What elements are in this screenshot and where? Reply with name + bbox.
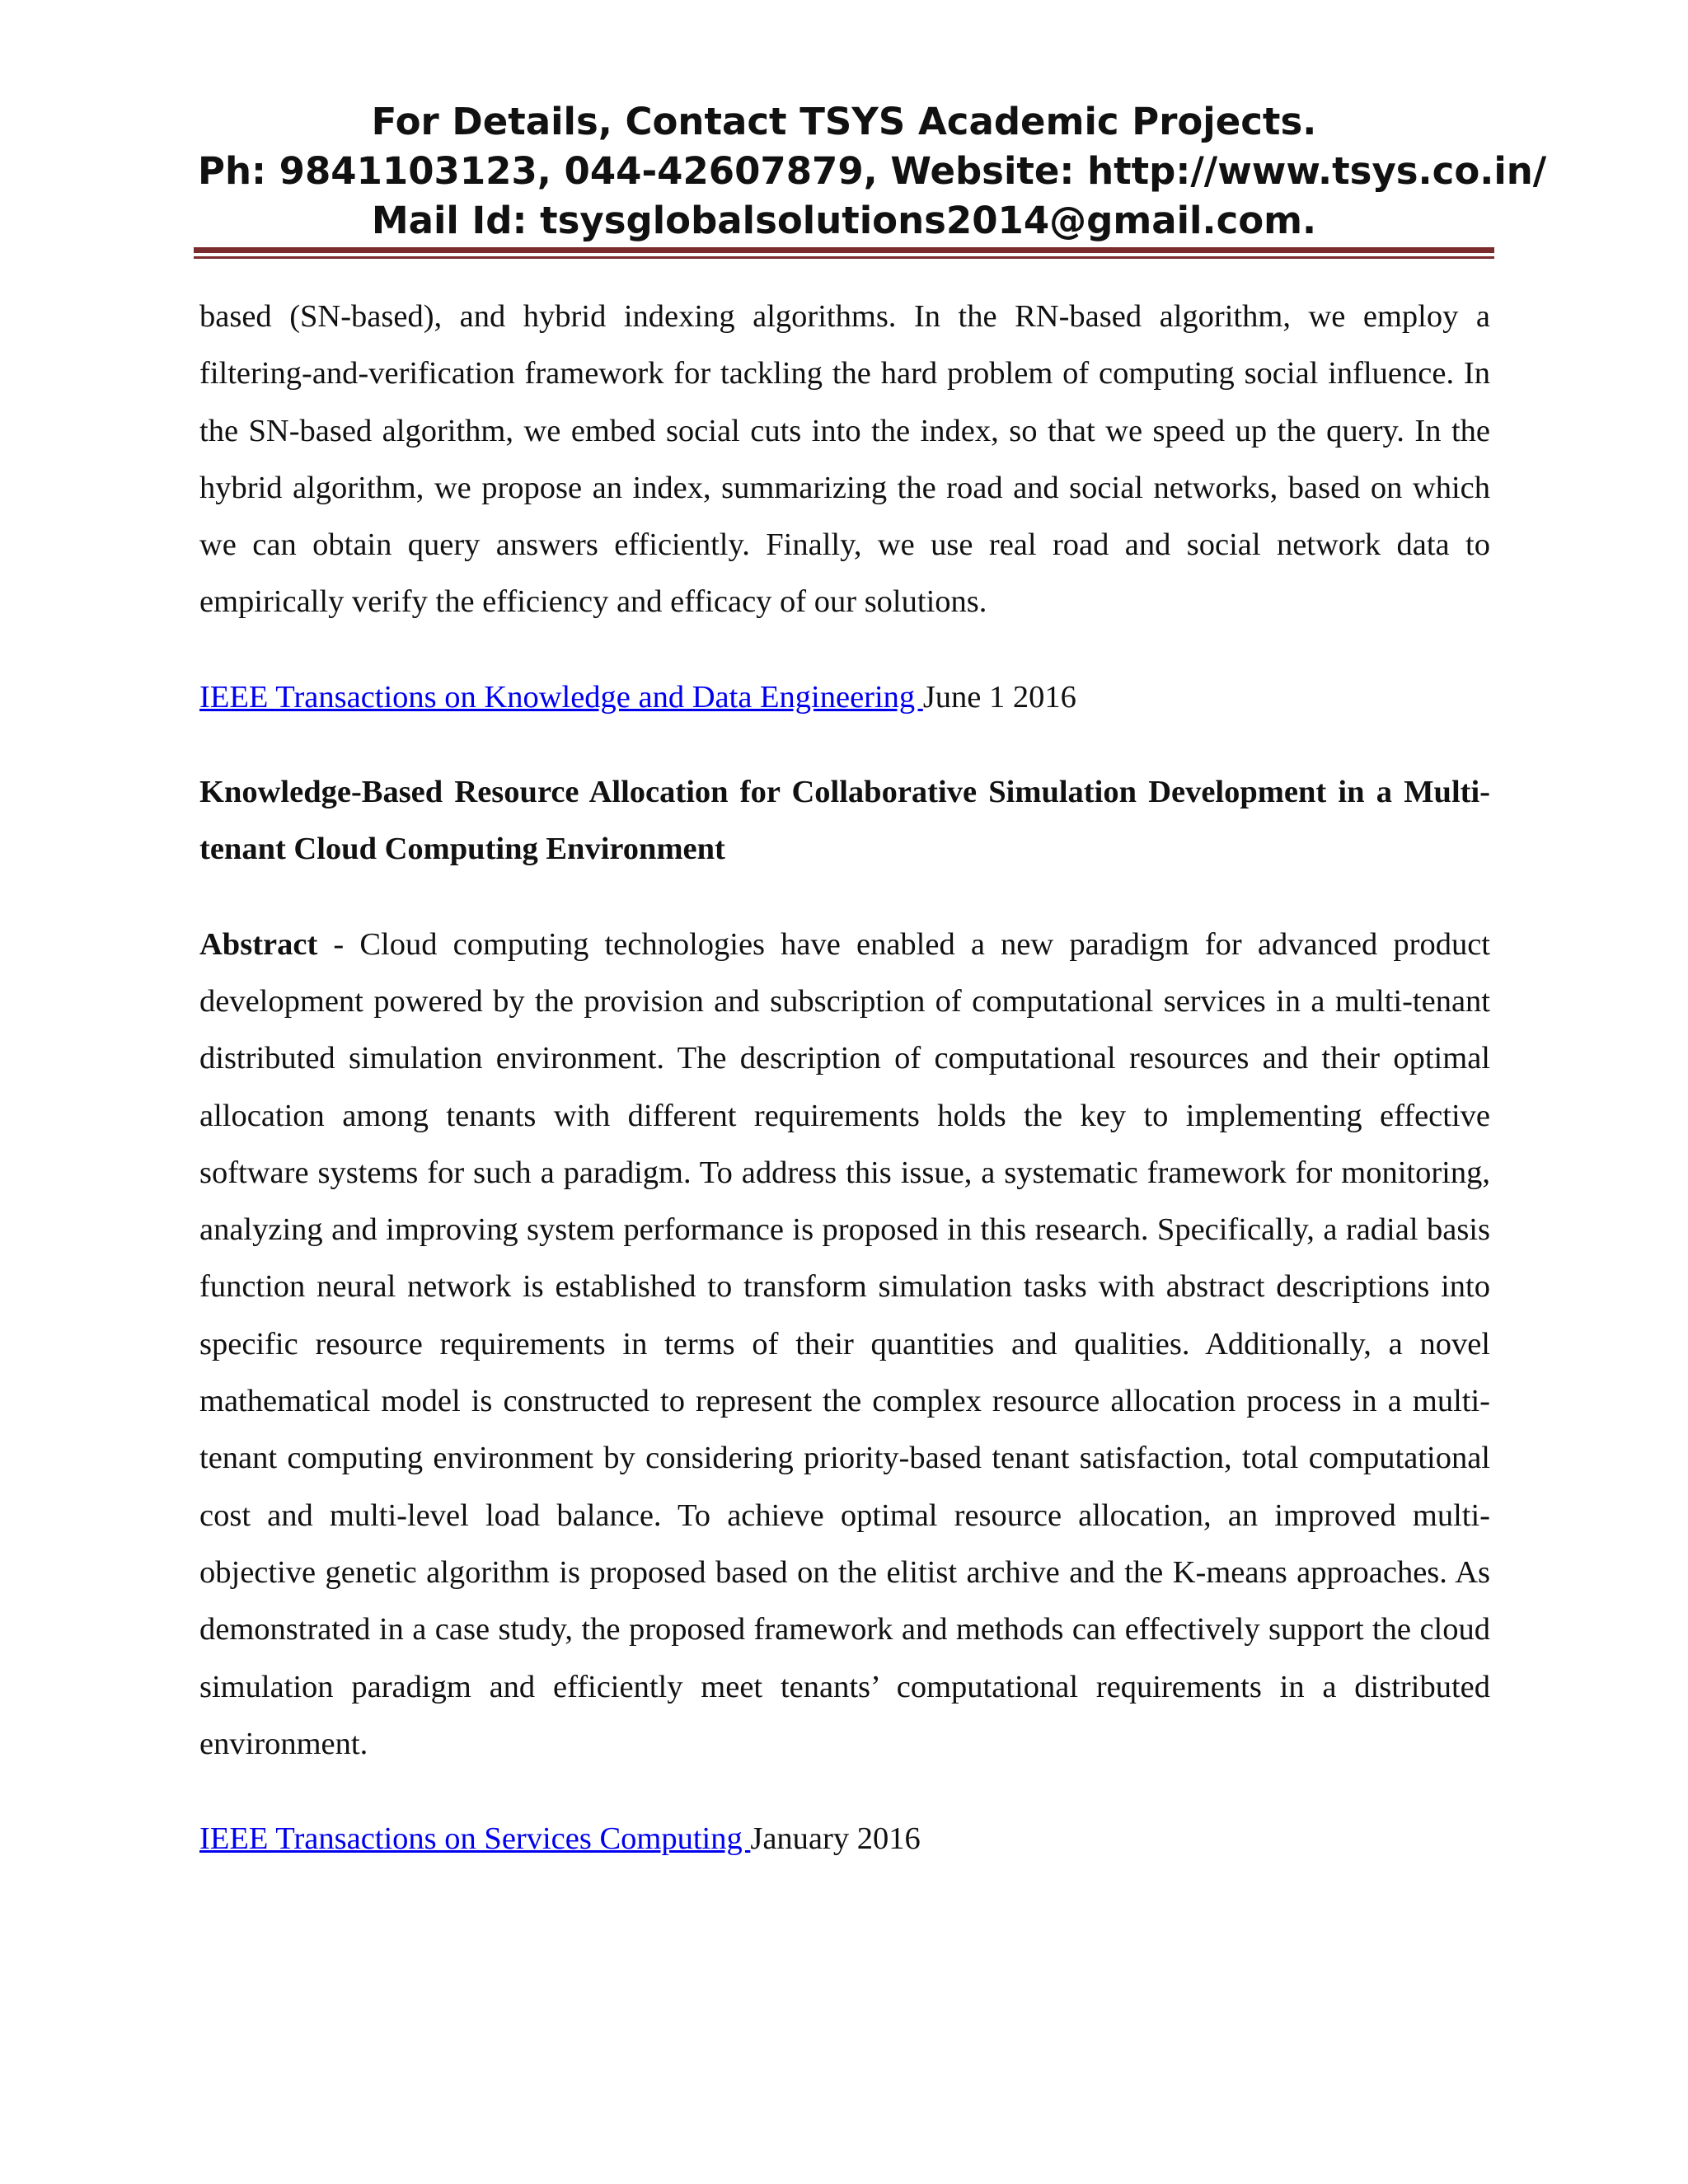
citation-1-date: June 1 2016 — [922, 679, 1076, 715]
paper-title: Knowledge-Based Resource Allocation for Collaborative Simulation Development in a Multi-tenant Cloud Computing Environment — [199, 775, 1490, 867]
header-divider-thick — [194, 247, 1494, 253]
journal-link-tsc[interactable]: IEEE Transactions on Services Computing — [199, 1821, 751, 1857]
header-line-contact: For Details, Contact TSYS Academic Projects. — [371, 100, 1317, 143]
continued-abstract-paragraph: based (SN-based), and hybrid indexing algorithms. In the RN-based algorithm, we employ a filtering-and-verification framework for tackling the hard problem of computing social influence. In the SN-based algorithm, we embed social cuts into the index, so that we speed up the query. In the hybrid algorithm, we propose an index, summarizing the road and social networks, based on which we can obtain query answers efficiently. Finally, we use real road and social network data to empirically verify the efficiency and efficacy of our solutions. — [199, 299, 1490, 620]
citation-2-date: January 2016 — [750, 1821, 921, 1857]
citation-1 — [199, 669, 1490, 726]
abstract-text: - Cloud computing technologies have enabled a new paradigm for advanced product development powered by the provision and subscription of computational services in a multi-tenant distributed simulation environment. The description of computational resources and their optimal allocation among tenants with different requirements holds the key to implementing effective software systems for such a paradigm. To address this issue, a systematic framework for monitoring, analyzing and improving system performance is proposed in this research. Specifically, a radial basis function neural network is established to transform simulation tasks with abstract descriptions into specific resource requirements in terms of their quantities and qualities. Additionally, a novel mathematical model is constructed to represent the complex resource allocation process in a multi-tenant computing environment by considering priority-based tenant satisfaction, total computational cost and multi-level load balance. To achieve optimal resource allocation, an improved multi-objective genetic algorithm is proposed based on the elitist archive and the K-means approaches. As demonstrated in a case study, the proposed framework and methods can effectively support the cloud simulation paradigm and efficiently meet tenants’ computational requirements in a distributed environment. — [199, 926, 1490, 1761]
journal-link-tkde[interactable]: IEEE Transactions on Knowledge and Data Engineering — [199, 679, 923, 715]
page-header — [198, 97, 1547, 246]
abstract-label: Abstract — [199, 926, 318, 962]
header-line-phone-website: Ph: 9841103123, 044-42607879, Website: http://www.tsys.co.in/ — [198, 149, 1547, 193]
header-line-email: Mail Id: tsysglobalsolutions2014@gmail.com. — [371, 199, 1317, 242]
header-divider-thin — [194, 256, 1494, 259]
main-content — [199, 288, 1490, 1868]
abstract-paragraph — [199, 916, 1490, 1773]
citation-2 — [199, 1811, 1490, 1868]
